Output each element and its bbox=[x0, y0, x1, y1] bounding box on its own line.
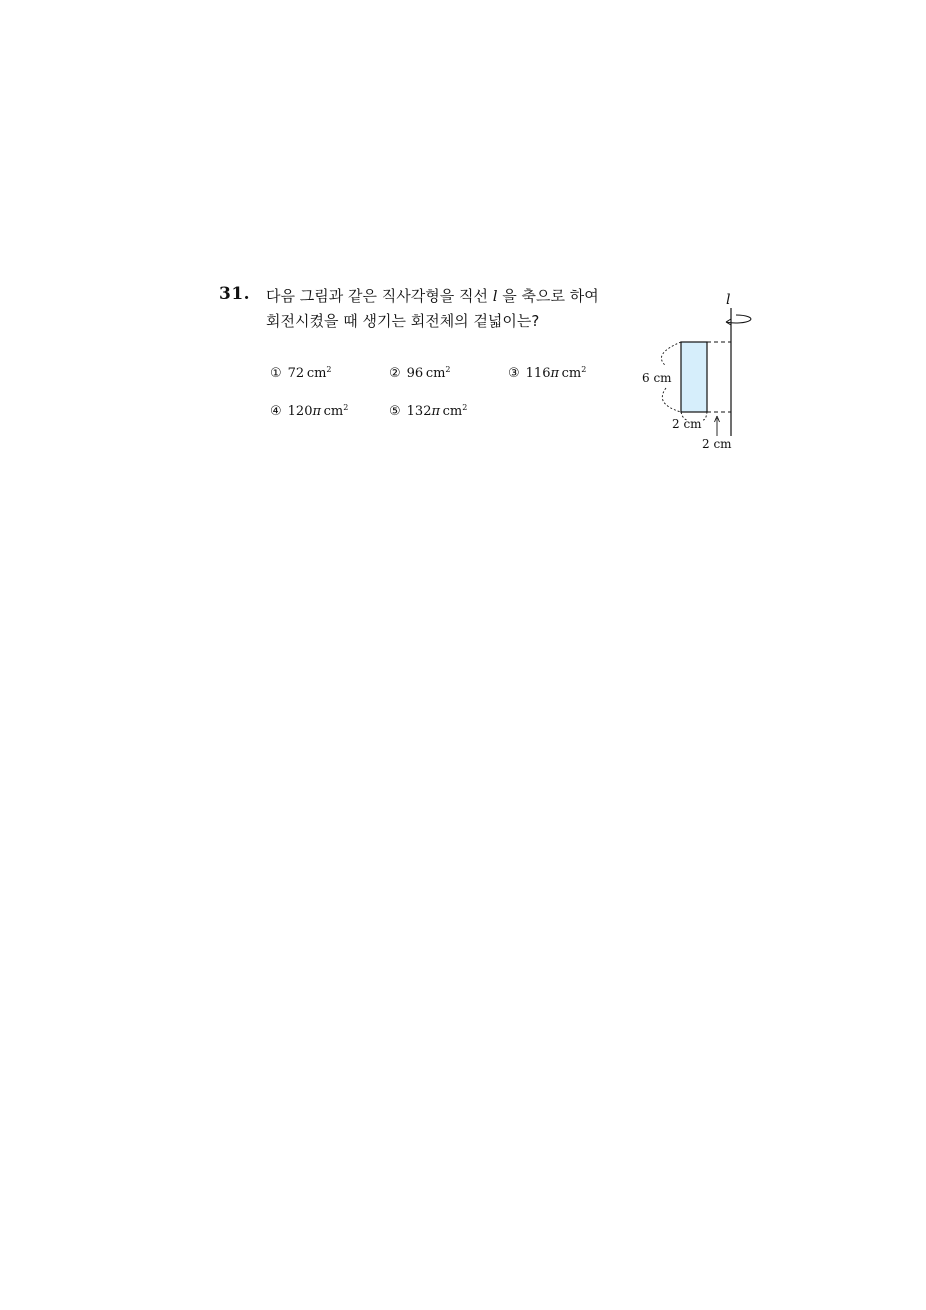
choice-value: 96 bbox=[406, 366, 424, 381]
width-label: 2 cm bbox=[672, 417, 702, 431]
choice-unit: cm bbox=[323, 404, 344, 419]
question-line-2: 회전시켰을 때 생기는 회전체의 겉넓이는? bbox=[266, 312, 540, 330]
choice-exponent: 2 bbox=[445, 365, 451, 374]
choice-unit: cm bbox=[561, 366, 582, 381]
choice-pi: π bbox=[550, 366, 560, 381]
axis-variable: l bbox=[492, 287, 498, 305]
choice-marker: ③ bbox=[508, 366, 520, 381]
choice-value: 120 bbox=[287, 404, 313, 419]
rotation-arrow-icon bbox=[726, 315, 751, 323]
rectangle-shape bbox=[681, 342, 707, 412]
choice-exponent: 2 bbox=[581, 365, 587, 374]
choice-marker: ④ bbox=[270, 404, 282, 419]
choice-unit: cm bbox=[442, 404, 463, 419]
choice-pi: π bbox=[312, 404, 322, 419]
choice-exponent: 2 bbox=[462, 403, 468, 412]
problem-number: 31. bbox=[219, 284, 251, 304]
width-brace-right bbox=[703, 412, 707, 420]
height-brace-top bbox=[661, 342, 681, 366]
choice-exponent: 2 bbox=[343, 403, 349, 412]
choice-unit: cm bbox=[425, 366, 446, 381]
choice-value: 132 bbox=[406, 404, 432, 419]
choice-value: 72 bbox=[287, 366, 305, 381]
choice-unit: cm bbox=[306, 366, 327, 381]
choice-marker: ⑤ bbox=[389, 404, 401, 419]
height-brace-bottom bbox=[662, 388, 681, 412]
choice-value: 116 bbox=[525, 366, 551, 381]
choice-marker: ② bbox=[389, 366, 401, 381]
question-line-1-before: 다음 그림과 같은 직사각형을 직선 bbox=[266, 287, 493, 305]
choice-pi: π bbox=[431, 404, 441, 419]
choice-marker: ① bbox=[270, 366, 282, 381]
axis-label: l bbox=[726, 292, 731, 308]
question-line-1-after: 을 축으로 하여 bbox=[497, 287, 599, 305]
gap-label: 2 cm bbox=[702, 437, 732, 451]
height-label: 6 cm bbox=[642, 371, 672, 385]
choice-exponent: 2 bbox=[326, 365, 332, 374]
